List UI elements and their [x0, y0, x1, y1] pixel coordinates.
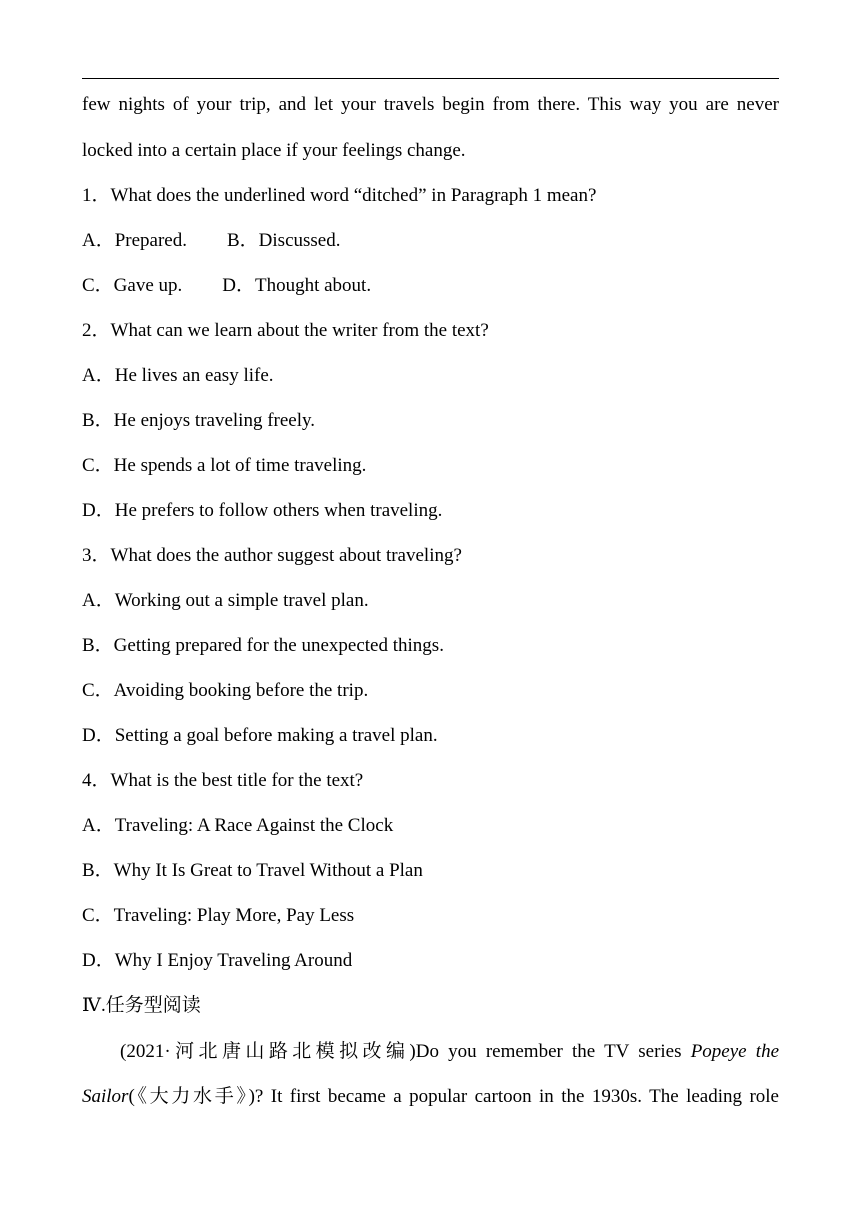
option-2a: A．He lives an easy life. [82, 365, 274, 386]
option-1c: C．Gave up. [82, 275, 183, 296]
option-1a: A．Prepared. [82, 230, 187, 251]
option-1b: B．Discussed. [227, 230, 341, 251]
option-3b: B．Getting prepared for the unexpected things. [82, 635, 444, 656]
option-4d: D．Why I Enjoy Traveling Around [82, 950, 353, 971]
question-3: 3．What does the author suggest about traveling? [82, 545, 462, 566]
passage2-line-1: (2021·河北唐山路北模拟改编)Do you remember the TV series Popeye the [120, 1041, 780, 1062]
option-4b: B．Why It Is Great to Travel Without a Plan [82, 860, 423, 881]
option-3c: C．Avoiding booking before the trip. [82, 680, 369, 701]
question-4: 4．What is the best title for the text? [82, 770, 364, 791]
question-1-options-row-1 [82, 229, 340, 253]
option-2b: B．He enjoys traveling freely. [82, 410, 316, 431]
option-3d: D．Setting a goal before making a travel plan. [82, 725, 438, 746]
question-2: 2．What can we learn about the writer from the text? [82, 320, 489, 341]
option-2c: C．He spends a lot of time traveling. [82, 455, 367, 476]
option-4c: C．Traveling: Play More, Pay Less [82, 905, 355, 926]
option-3a: A．Working out a simple travel plan. [82, 590, 369, 611]
passage-line-1: few nights of your trip, and let your travels begin from there. This way you are never [82, 94, 779, 115]
header-rule [82, 78, 779, 79]
section-heading: Ⅳ.任务型阅读 [82, 995, 201, 1016]
question-1: 1．What does the underlined word “ditched” in Paragraph 1 mean? [82, 185, 597, 206]
passage2-line-2: Sailor(《大力水手》)? It first became a popular cartoon in the 1930s. The leading role [82, 1086, 779, 1107]
option-2d: D．He prefers to follow others when traveling. [82, 500, 443, 521]
passage-line-2: locked into a certain place if your feelings change. [82, 140, 466, 161]
option-1d: D．Thought about. [222, 275, 372, 296]
question-1-options-row-2 [82, 274, 371, 298]
option-4a: A．Traveling: A Race Against the Clock [82, 815, 394, 836]
